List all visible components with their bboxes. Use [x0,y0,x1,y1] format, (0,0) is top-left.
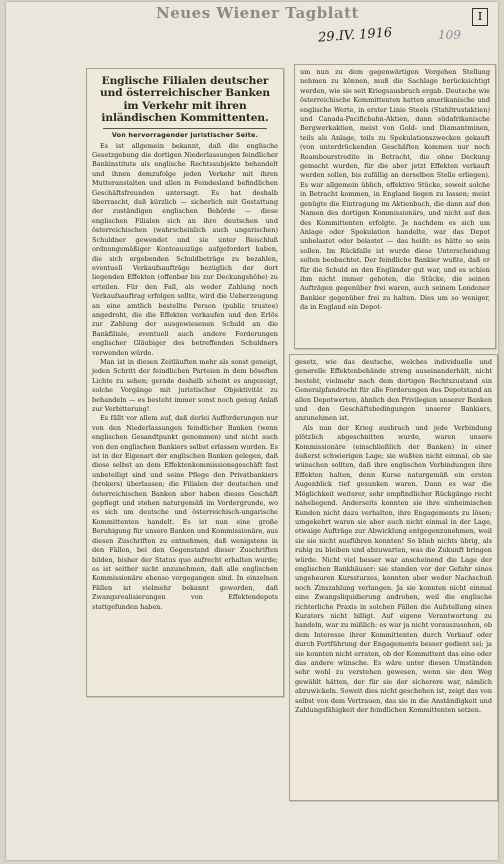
paragraph: Als nun der Krieg ausbrach und jede Verbindung plötzlich abgeschnitten wurde, waren unsere Kommissionäre (einschließlich der Banken) in einer äußerst schwierigen Lage; sie wußten nicht einmal, ob sie wünschen sollten, daß ihre englischen Verbindungen ihre Effekten halten, denn Kurse naturgemäß ein ersten Augenblick tief gesunken waren. Dann es war die Möglichkeit weiterer, sehr empfindlicher Rückgänge recht naheliegend. Anderseits konnten sie ihre einheimischen Kunden nicht dazu verhalten, ihre Engagements zu lösen; umgekehrt waren sie aber auch nicht einmal in der Lage, etwaige Aufträge zur Abwicklung entgegenzunehmen, weil sie sie nicht ausführen konnten! So blieb nichts übrig, als ruhig zu bleiben und abzuwarten, was die Zukunft bringen würde. Nicht viel besser war anscheinend die Lage der englischen Bankhäuser: sie standen vor der Gefahr eines ungeheuren Kurssturzes, konnten aber weder Nachschuß noch Zinszahlung verlangen. Ja sie konnten nicht einmal eine Zwangsliquidierung androhen, weil die englische richterliche Praxis in solchen Fällen die Aufstellung eines Kurators nicht billigt. Auf eigene Verantwortung zu handeln, war zu mißlich: es war ja nicht vorauszusehen, ob dem Interesse ihrer Kommittenten durch Verkauf oder durch Fortführung der Engagements besser gedient sei; ja sie konnten nicht erraten, ob der Kommittent das eine oder das andere wünsche. Es wäre unter diesen Umständen sehr wohl zu verstehen gewesen, wenn sie den Weg gewählt hätten, der für sie der sicherere war, nämlich abzuwickeln. Soweit dies nicht geschehen ist, zeigt das von selbst von dem Vertrauen, das sie in die Anständigkeit und Zahlungsfähigkeit der feindlichen Kommittenten setzen. [295,423,492,715]
article-headline: Englische Filialen deutscher und österreichischer Banken im Verkehr mit ihren inländischen Kommittenten. [100,75,270,125]
paragraph: um nun zu dem gegenwärtigen Vorgehen Stellung nehmen zu können, muß die Sachlage berücksichtigt werden, wie sie seit Kriegsausbruch ergab. Deutsche wie österreichische Kommittenten hatten amerikanische und englische Werte, in erster Linie Steels (Stahltrustaktien) und Canada-Pacificbahn-Aktien, dann südafrikanische Bergwerkaktien, meist von Gold- und Diamantminen, teils als Anlage, teils zu Spekulationszwecken gekauft (von unterdrückenden Geschäften kommen nur noch Reambourstredite in Betracht, die ohne Deckung gemacht wurden, für die aber jetzt Effekten verkauft werden sollen, bis zufällig an derselben Stelle erliegen). Es war allgemein üblich, effektive Stücke, soweit solche in Betracht kommen, in England liegen zu lassen; meist genügte die Eintragung im Aktienbuch, die dann auf den Namen des dortigen Kommissionärs, und nicht auf den des Kommittenten erfolgte. Je nachdem es sich um Anlage oder Spekulation handelte, war das Depot unbelastet oder belastet — das heißt: es hätte so sein sollen. Im Rückfalle ist wurde diese Unterscheidung selten beobachtet. Der feindliche Bankier wußte, daß er für die Schuld an den Engländer gut war, und es schien ihm nicht immer geboten, die Stücke, die seinen Aufträgen gegenüber frei waren, auch seinem Londoner Bankier gegenüber frei zu halten. Dies um so weniger, da in England ein Depot- [300,68,490,312]
paragraph: gesetz, wie das deutsche, welches individuelle und generelle Effektenbehände streng auseinanderhält, nicht besteht, vielmehr nach dem dortigen Rechtszustand ein Generalpfandrecht für alle Forderungen des Depotstand an allen Depotwerten, ähnlich den Privilegien unserer Banken und den Geschäftsbedingungen unserer Bankiers, anzunehmen ist. [295,358,492,423]
clipping-column-1 [86,68,284,697]
headline-rule [103,128,267,129]
pencil-page-number: 109 [438,28,461,42]
paragraph: Es fällt vor allem auf, daß derlei Aufforderungen nur von den Niederlassungen feindlicher Banken (wenn englischen Gesandtpunkt genommen) und nicht auch von den englischen Bankiers selbst erlassen wurden. Es ist in der Eigenart der englischen Banken gelegen, daß diese selbst an dem Effektenkommissionsgeschäft fast unbeteiligt sind und seine Pflege den Privatbankiers (brokers) überlassen; die Filialen der deutschen und österreichischen Banken aber haben dieses Geschäft gepflegt und stehen naturgemäß im Vordergrunde, wo es sich um deutsche und österreichisch-ungarische Kommittenten handelt. Es ist nun eine große Beruhigung für unsere Banken und Kommissionäre, aus diesen Zuschriften zu entnehmen, daß wenigstens in den Fällen, bei den Gegenstand dieser Zuschriften bilden, bisher der Status quo aufrecht erhalten wurde; es ist seither nicht anzunehmen, daß alle englischen Kommissionäre ebenso vorgegangen sind. In einzelnen Fällen ist vielmehr bekannt geworden, daß Zwangsrealisierungen von Effektendepots stattgefunden haben. [92,414,278,611]
column-3-text [290,355,497,715]
paragraph: Man ist in diesen Zeitläuften mehr als sonst geneigt, jeden Schritt der feindlichen Parteien in dem böseften Lichte zu sehen; gerade deshalb scheint es angezeigt, solche Vorgänge mit juristischer Objektivität zu behandeln — es besteht immer sonst noch genug Anlaß zur Verbitterung! [92,357,278,413]
column-2-text [295,65,495,313]
handwritten-date: 29.IV. 1916 [317,25,393,46]
archive-sheet [6,2,498,860]
clipping-column-3 [289,354,498,801]
paragraph: Es ist allgemein bekannt, daß die englische Gesetzgebung die dortigen Niederlassungen feindlicher Bankinstitute als englische Rechtssubjekte behandelt und ihnen demzufolge jeden Verkehr mit ihren Mutteranstalten und allen in Feindesland befindlichen Geschäftsfreunden untersagt. Es hat deshalb überrascht, daß kürzlich — sicherlich mit Gestattung der zuständigen englischen Behörde — diese englischen Filialen sich an ihre deutschen und österreichischen (wahrscheinlich auch ungarischen) Schuldner gewendet und sie unter Beischluß ordnungsmäßiger Kontoauszüge aufgefordert haben, die sich ergebenden Schuldbeträge zu bezahlen, eventuell Verkaufsaufträge bezüglich der dort liegenden Effekten (offenbar bis zur Deckungshöhe) zu erteilen. Für den Fall, als weder Zahlung noch Verkaufsauftrag erfolgen sollte, wird die Ueberzeugung an eine amtlich bestellte Person (public trustee) angedroht, die die Effekten verkaufen und den Erlös zur Zahlung der ausgewiesenen Schuld an die Bankfiliale, eventuell auch andere Forderungen englischer Gläubiger des betreffenden Schuldners verwenden würde. [92,141,278,357]
roman-numeral-box: I [472,8,488,26]
column-1-text [87,142,283,612]
article-byline: Von hervorragender juristischer Seite. [111,130,259,139]
newspaper-stamp: Neues Wiener Tagblatt [156,4,359,22]
clipping-column-2 [294,64,496,349]
